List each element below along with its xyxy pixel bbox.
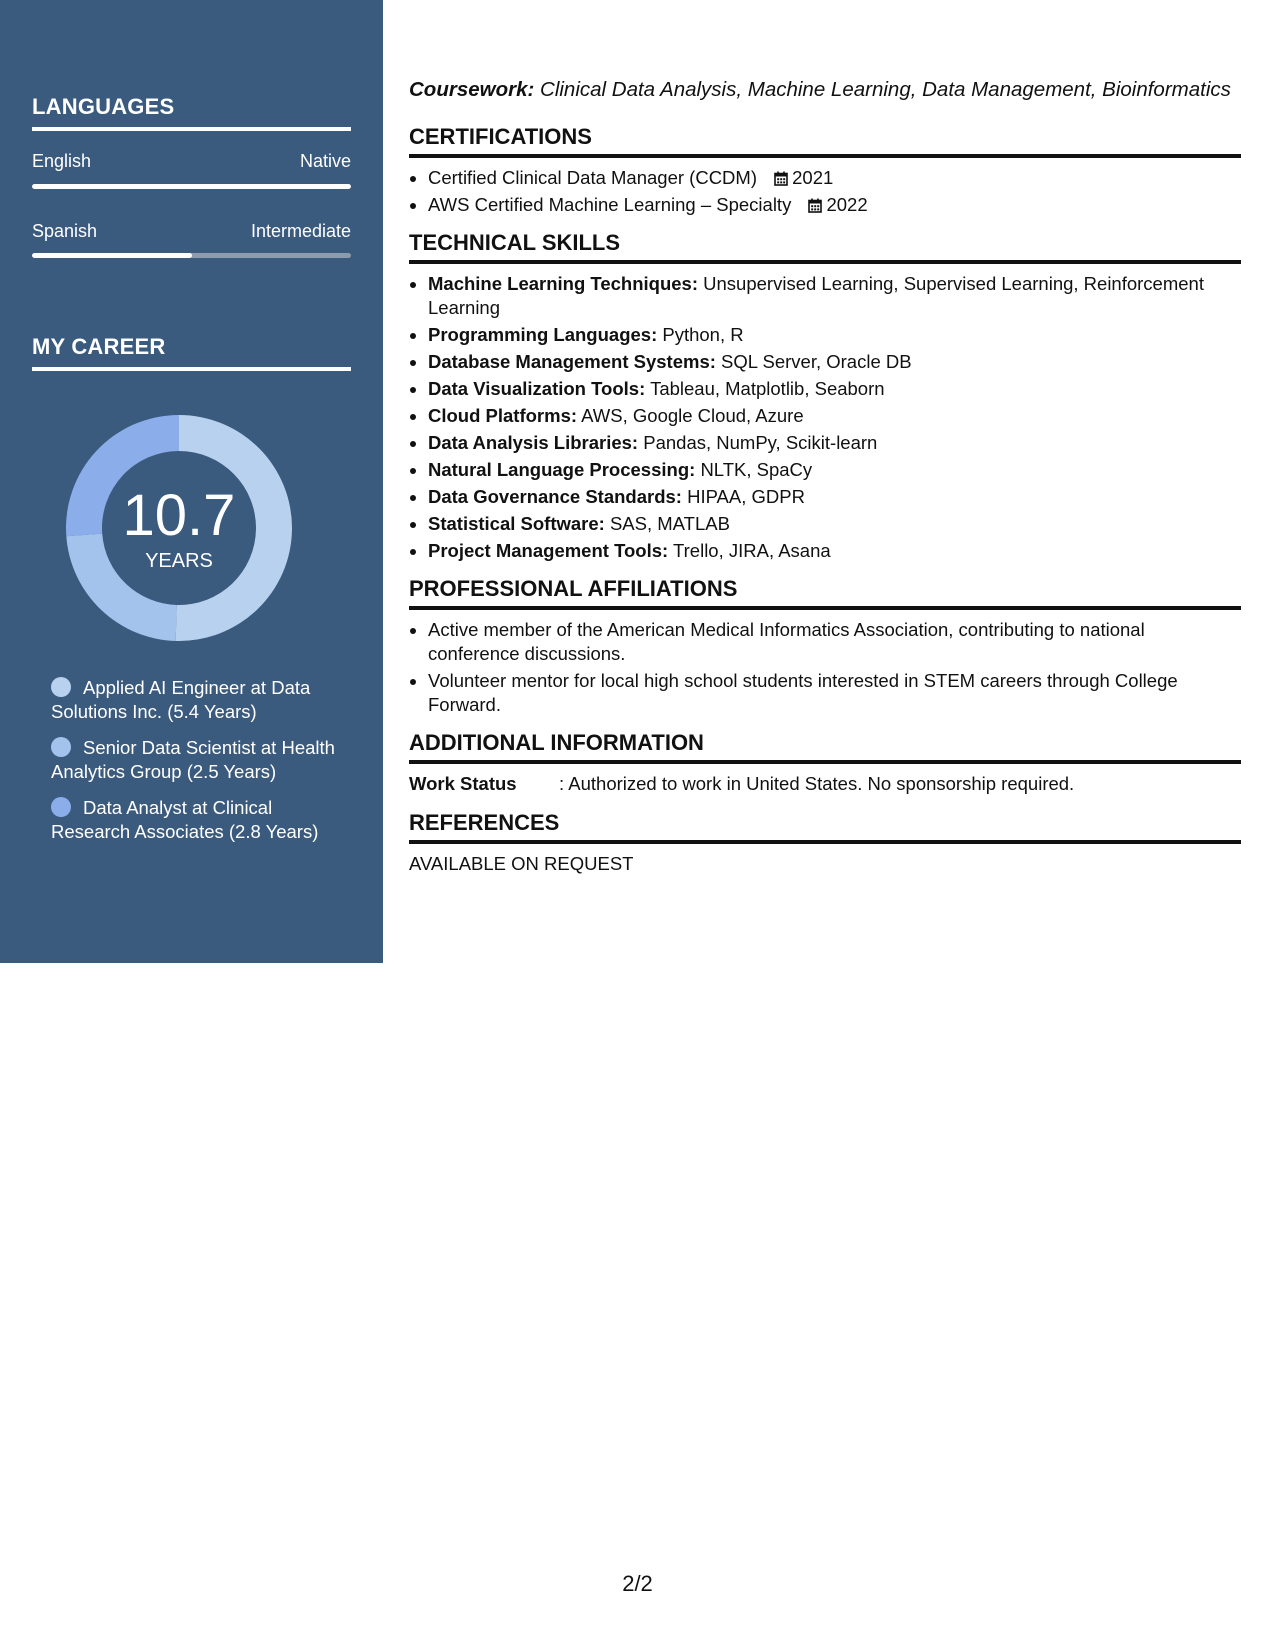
language-name: Spanish xyxy=(32,221,98,241)
certification-item xyxy=(428,193,1241,217)
skill-label: Cloud Platforms: xyxy=(428,405,578,426)
skill-label: Project Management Tools: xyxy=(428,540,669,561)
calendar-icon xyxy=(808,198,822,213)
skill-label: Data Analysis Libraries: xyxy=(428,432,639,453)
legend-dot-icon xyxy=(51,677,71,697)
skill-label: Data Visualization Tools: xyxy=(428,378,646,399)
skill-value: Unsupervised Learning, Supervised Learning, Reinforcement Learning xyxy=(428,273,1204,318)
references-text: AVAILABLE ON REQUEST xyxy=(409,853,634,874)
skill-item xyxy=(428,431,1241,455)
skill-value: NLTK, SpaCy xyxy=(700,459,813,480)
skill-item xyxy=(428,404,1241,428)
coursework-text: Clinical Data Analysis, Machine Learning, Data Management, Bioinformatics xyxy=(540,78,1231,101)
career-heading: MY CAREER xyxy=(32,334,351,371)
certification-name: AWS Certified Machine Learning – Specialty xyxy=(428,194,792,215)
language-bar-fill xyxy=(32,184,351,189)
career-legend xyxy=(51,676,341,856)
skill-label: Machine Learning Techniques: xyxy=(428,273,699,294)
certification-year: 2021 xyxy=(792,167,834,188)
certification-name: Certified Clinical Data Manager (CCDM) xyxy=(428,167,757,188)
certifications-list xyxy=(409,166,1241,217)
language-bar-fill xyxy=(32,253,192,258)
work-status-value: : Authorized to work in United States. No sponsorship required. xyxy=(559,773,1075,794)
work-status-row xyxy=(409,772,1241,796)
references-heading: REFERENCES xyxy=(409,810,1241,844)
skill-value: Pandas, NumPy, Scikit-learn xyxy=(643,432,878,453)
affiliations-list xyxy=(409,618,1241,717)
career-item-label: Applied AI Engineer at Data Solutions Inc. (5.4 Years) xyxy=(51,677,311,722)
sidebar xyxy=(0,0,383,963)
coursework-line xyxy=(409,78,1241,102)
language-name: English xyxy=(32,151,92,171)
certification-year: 2022 xyxy=(826,194,868,215)
legend-dot-icon xyxy=(51,737,71,757)
coursework-label: Coursework: xyxy=(409,78,535,101)
skill-label: Statistical Software: xyxy=(428,513,605,534)
main-content xyxy=(409,78,1241,876)
skill-label: Database Management Systems: xyxy=(428,351,716,372)
affiliation-item: • Volunteer mentor for local high school students interested in STEM careers through College Forward. xyxy=(428,669,1241,717)
language-level: Native xyxy=(299,151,351,171)
additional-info-heading: ADDITIONAL INFORMATION xyxy=(409,730,1241,764)
certification-item xyxy=(428,166,1241,190)
career-item xyxy=(51,796,341,844)
skill-item xyxy=(428,512,1241,536)
skill-item xyxy=(428,323,1241,347)
skill-item xyxy=(428,350,1241,374)
skill-value: AWS, Google Cloud, Azure xyxy=(581,405,804,426)
technical-skills-list xyxy=(409,272,1241,563)
skill-label: Natural Language Processing: xyxy=(428,459,696,480)
skill-label: Data Governance Standards: xyxy=(428,486,682,507)
career-total-unit: YEARS xyxy=(145,550,213,572)
legend-dot-icon xyxy=(51,797,71,817)
language-level: Intermediate xyxy=(250,221,351,241)
languages-heading: LANGUAGES xyxy=(32,94,351,131)
skill-value: Trello, JIRA, Asana xyxy=(673,540,831,561)
calendar-icon xyxy=(774,171,788,186)
skill-value: Tableau, Matplotlib, Seaborn xyxy=(650,378,885,399)
certifications-heading: CERTIFICATIONS xyxy=(409,124,1241,158)
skill-item xyxy=(428,272,1241,320)
language-bar-spanish xyxy=(32,253,351,258)
language-row-spanish xyxy=(32,221,351,242)
career-item-label: Senior Data Scientist at Health Analytics Group (2.5 Years) xyxy=(51,737,335,782)
career-donut-center xyxy=(66,415,292,641)
language-row-english xyxy=(32,151,351,172)
skill-item xyxy=(428,377,1241,401)
affiliations-heading: PROFESSIONAL AFFILIATIONS xyxy=(409,576,1241,610)
skill-label: Programming Languages: xyxy=(428,324,658,345)
skill-item xyxy=(428,539,1241,563)
career-item xyxy=(51,736,341,784)
skill-item xyxy=(428,458,1241,482)
skill-value: SQL Server, Oracle DB xyxy=(721,351,912,372)
work-status-label: Work Status xyxy=(409,773,517,794)
page-number: 2/2 xyxy=(622,1571,653,1596)
skill-value: HIPAA, GDPR xyxy=(687,486,805,507)
skill-item xyxy=(428,485,1241,509)
language-bar-english xyxy=(32,184,351,189)
technical-skills-heading: TECHNICAL SKILLS xyxy=(409,230,1241,264)
skill-value: Python, R xyxy=(662,324,744,345)
affiliation-item: • Active member of the American Medical Informatics Association, contributing to national conference discussions. xyxy=(428,618,1241,666)
career-item-label: Data Analyst at Clinical Research Associates (2.8 Years) xyxy=(51,797,319,842)
career-total-years: 10.7 xyxy=(122,483,236,548)
career-item xyxy=(51,676,341,724)
skill-value: SAS, MATLAB xyxy=(609,513,730,534)
